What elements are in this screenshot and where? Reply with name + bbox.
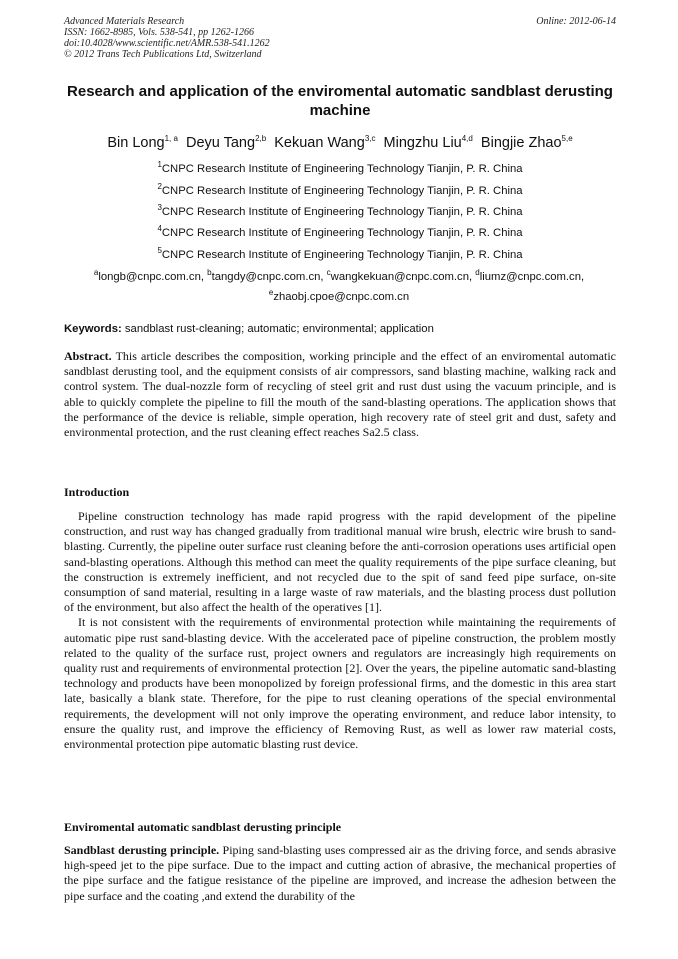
paragraph: It is not consistent with the requirements of environmental protection while maintaining the requirements of automatic pipe rust sand-blasting device. With the accelerated pace of pipeline construction, the problem mostly related to the quality of the surface rust, project owners and regulators are increasingly high requirements on quality rust and requirements of environmental protection [2]. Over the years, the pipeline automatic sand-blasting technology and products have been monopolized by foreign professional firms, and the domestic in this area start late, basically a blank state. Therefore, for the pipe to rust cleaning operations of the special environmental requirements, the development will not only improve the operating environment, and reduce labor intensity, to ensure the quality rust, and improve the efficiency of Removing Rust, as well as lower raw material costs, environmental protection pipe automatic blasting rust device.	[64, 615, 616, 752]
affiliation: $^5$CNPC Research Institute of Engineering Technology Tianjin, P. R. China	[157, 246, 523, 261]
paragraph: Piping sand-blasting uses compressed air as the driving force, and sends abrasive high-speed jet to the pipe surface. Due to the impact and cutting action of abrasive, the mechanical properties of the pipe surface and the fatigue resistance of the pipeline are improved, and increase the adhesion between the pipe surface and the coating ,and extend the durability of the	[64, 843, 616, 903]
paper-title: Research and application of the enviromental automatic sandblast derusting machine	[67, 83, 613, 119]
doi-line[interactable]: doi:10.4028/www.scientific.net/AMR.538-541.1262	[64, 38, 270, 49]
email-list	[50, 265, 628, 305]
copyright-line: © 2012 Trans Tech Publications Ltd, Switzerland	[64, 49, 262, 60]
abstract-label: Abstract.	[64, 349, 112, 363]
email-link[interactable]: $^c$wangkekuan@cnpc.com.cn,	[326, 268, 473, 283]
issn-line: ISSN: 1662-8985, Vols. 538-541, pp 1262-1266	[64, 27, 254, 38]
author: Mingzhu Liu$^{4,d}$	[383, 134, 473, 151]
affiliation: $^3$CNPC Research Institute of Engineering Technology Tianjin, P. R. China	[157, 203, 523, 218]
affiliation: $^1$CNPC Research Institute of Engineering Technology Tianjin, P. R. China	[157, 160, 523, 175]
email-link[interactable]: $^e$zhaobj.cpoe@cnpc.com.cn	[268, 287, 410, 303]
journal-header	[64, 16, 616, 60]
keywords	[64, 322, 616, 336]
paragraph: Pipeline construction technology has made rapid progress with the rapid development of the pipeline construction, and rust way has changed gradually from traditional manual wire brush, electric wire brush to sand-blasting. Currently, the pipeline outer surface rust cleaning before the anti-corrosion operations uses artificial open sand-blasting operations. Although this method can meet the quality requirements of the pipe surface cleaning, but the construction is extremely inefficient, and not recycled due to the spit of sand feed pipe surface, on-site consumption of sand material, resulting in a large waste of raw materials, and the blasting process dust pollution of the environment, but also affect the health of the operatives [1].	[64, 509, 616, 615]
author: Kekuan Wang$^{3,c}$	[274, 134, 376, 151]
email-link[interactable]: $^b$tangdy@cnpc.com.cn,	[207, 268, 324, 283]
keywords-label: Keywords:	[64, 323, 122, 335]
affiliation: $^4$CNPC Research Institute of Engineering Technology Tianjin, P. R. China	[157, 224, 523, 239]
abstract-text: This article describes the composition, working principle and the effect of an enviromental automatic sandblast derusting tool, and the equipment consists of air compressors, sand blasting machine, walking rack and control system. The dual-nozzle form of recycling of steel grit and rust dust using the vacuum principle, and is able to quickly complete the pipeline to fill the mouth of the sand-blasting operations. The application shows that the performance of the device is reliable, simple operation, high recovery rate of steel grit and dust, safety and environmental protection, and the rust cleaning effect reaches Sa2.5 class.	[64, 349, 616, 440]
keywords-text: sandblast rust-cleaning; automatic; environmental; application	[121, 323, 434, 335]
abstract	[64, 349, 616, 440]
online-date: Online: 2012-06-14	[536, 16, 616, 27]
affiliation: $^2$CNPC Research Institute of Engineering Technology Tianjin, P. R. China	[157, 182, 523, 197]
section-heading-introduction: Introduction	[64, 485, 130, 499]
email-link[interactable]: $^d$liumz@cnpc.com.cn,	[475, 268, 585, 283]
author: Deyu Tang$^{2,b}$	[186, 134, 267, 151]
author: Bingjie Zhao$^{5,e}$	[480, 134, 573, 151]
section-heading-principle: Enviromental automatic sandblast derusting principle	[64, 820, 342, 834]
principle-body	[64, 843, 616, 904]
subsection-label: Sandblast derusting principle.	[64, 843, 220, 857]
author-list	[40, 130, 640, 152]
journal-name: Advanced Materials Research	[64, 16, 185, 27]
introduction-body	[64, 509, 616, 752]
author: Bin Long$^{1, a}$	[107, 134, 178, 151]
email-link[interactable]: $^a$longb@cnpc.com.cn,	[93, 268, 204, 283]
